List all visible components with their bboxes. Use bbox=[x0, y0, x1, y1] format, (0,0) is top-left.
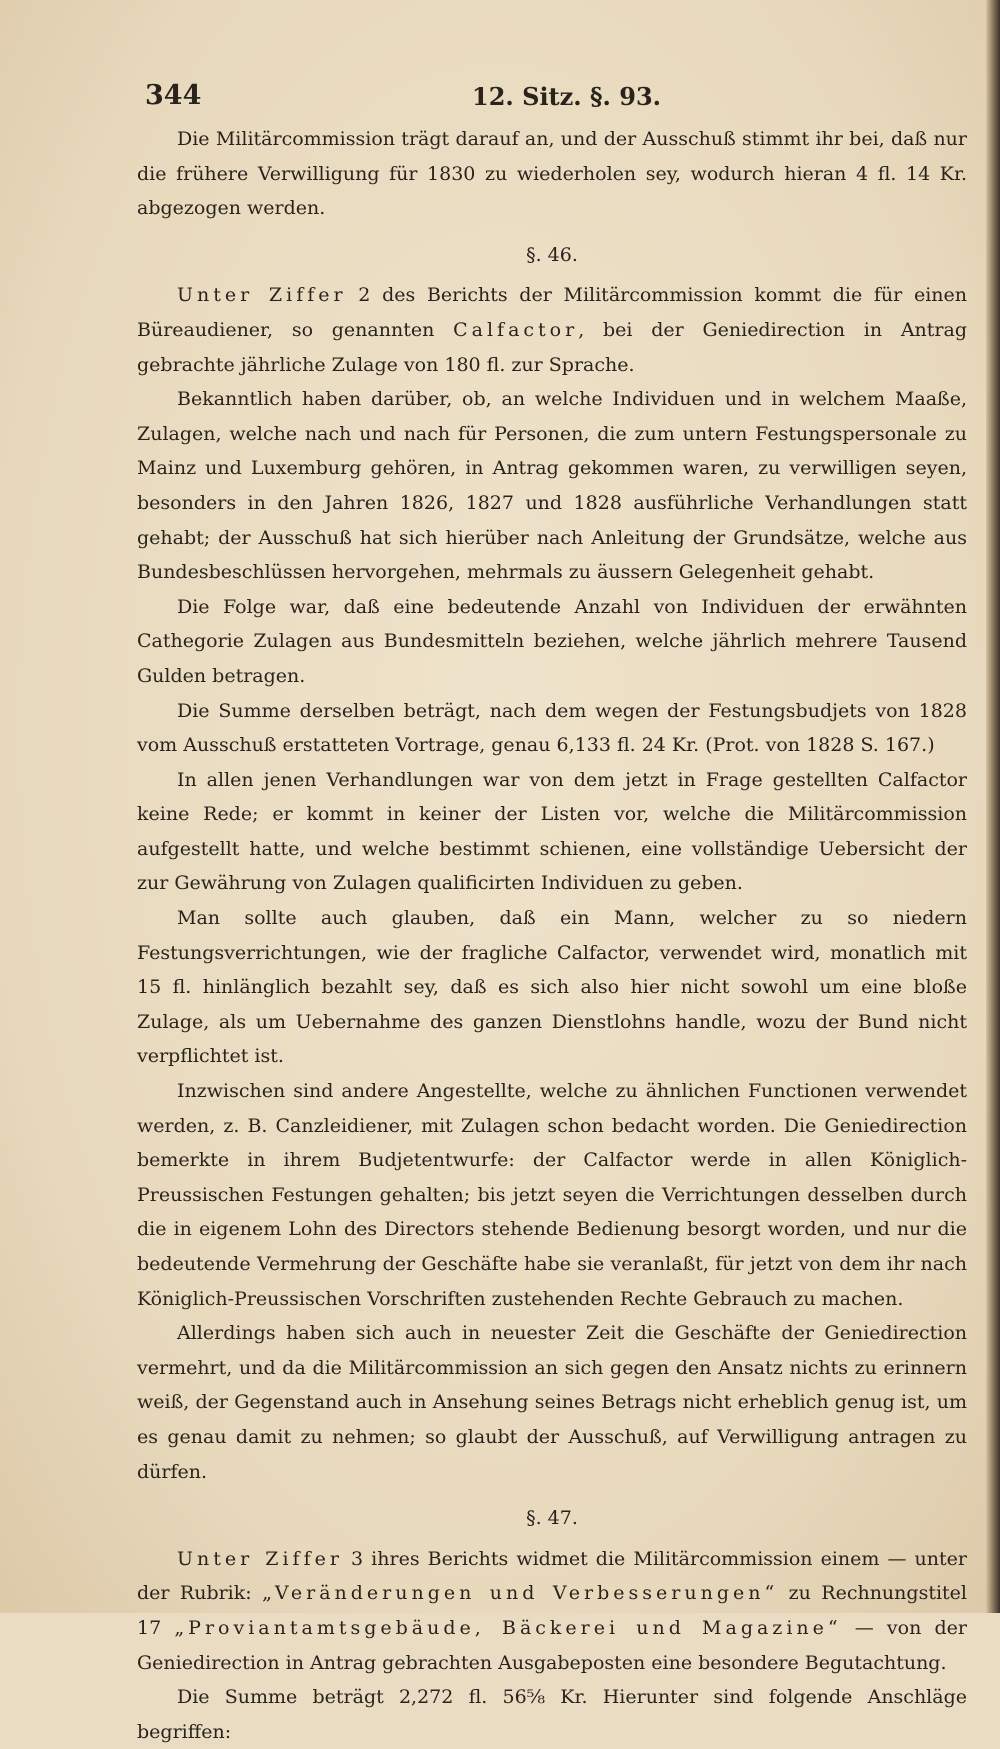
paragraph: Die Folge war, daß eine bedeutende Anzahl von Individuen der erwähnten Cathegorie Zulagen aus Bundesmitteln beziehen, welche jährlich mehrere Tausend Gulden betragen. bbox=[137, 595, 967, 687]
paragraph: Allerdings haben sich auch in neuester Zeit die Geschäfte der Geniedirection vermehrt, und da die Militärcommission an sich gegen den Ansatz nichts zu erinnern weiß, der Gegenstand auch in Ansehung seines Betrags nicht erheblich genug ist, um es genau damit zu nehmen; so glaubt der Ausschuß, auf Verwilligung antragen zu dürfen. bbox=[137, 1322, 967, 1483]
text-run: 2 des Berichts der Militärcommission kommt die für einen Büreaudiener, so genannten bbox=[137, 284, 968, 341]
paragraph bbox=[137, 278, 967, 382]
paragraph: Die Summe derselben beträgt, nach dem wegen der Festungsbudjets von 1828 vom Ausschuß erstatteten Vortrage, genau 6,133 fl. 24 Kr. (Prot. von 1828 S. 167.) bbox=[137, 699, 967, 757]
paragraph bbox=[137, 1542, 967, 1680]
page-header bbox=[0, 80, 1000, 120]
spaced-term: „Proviantamtsgebäude, Bäckerei und Magazine“ bbox=[174, 1616, 842, 1639]
paragraph: Man sollte auch glauben, daß ein Mann, welcher zu so niedern Festungsverrichtungen, wie der fragliche Calfactor, verwendet wird, monatlich mit 15 fl. hinlänglich bezahlt sey, daß es sich also hier nicht sowohl um eine bloße Zulage, als um Uebernahme des ganzen Dienstlohns handle, wozu der Bund nicht verpflichtet ist. bbox=[137, 907, 967, 1068]
section-heading: §. 46. bbox=[526, 243, 578, 266]
text-run: zu Rechnungstitel 17 bbox=[137, 1582, 967, 1639]
paragraph: Die Summe beträgt 2,272 fl. 56⅝ Kr. Hierunter sind folgende Anschläge begriffen: bbox=[137, 1686, 967, 1743]
page-number: 344 bbox=[145, 80, 202, 111]
spaced-lead: Unter Ziffer bbox=[177, 1547, 343, 1570]
text-run: — von der Geniedirection in Antrag gebrachten Ausgabeposten eine besondere Begutachtung. bbox=[137, 1616, 967, 1674]
paragraph: In allen jenen Verhandlungen war von dem jetzt in Frage gestellten Calfactor keine Rede; er kommt in keiner der Listen vor, welche die Militärcommission aufgestellt hatte, und welche bestimmt schienen, eine vollständige Uebersicht der zur Gewährung von Zulagen qualificirten Individuen zu geben. bbox=[137, 768, 967, 895]
spaced-term: Calfactor bbox=[453, 318, 579, 341]
running-title: 12. Sitz. §. 93. bbox=[472, 82, 661, 111]
spaced-lead: Unter Ziffer bbox=[177, 284, 347, 307]
text-run: 3 ihres Berichts widmet die Militärcommission einem — unter der Rubrik: bbox=[137, 1547, 967, 1605]
spaced-term: „Veränderungen und Verbesserungen“ bbox=[262, 1582, 779, 1605]
section-heading: §. 47. bbox=[526, 1507, 578, 1530]
paragraph: Die Militärcommission trägt darauf an, und der Ausschuß stimmt ihr bei, daß nur die frühere Verwilligung für 1830 zu wiederholen sey, wodurch hieran 4 fl. 14 Kr. abgezogen werden. bbox=[137, 128, 967, 220]
text-run: , bei der Geniedirection in Antrag gebrachte jährliche Zulage von 180 fl. zur Sprache. bbox=[137, 318, 968, 376]
paragraph: Bekanntlich haben darüber, ob, an welche Individuen und in welchem Maaße, Zulagen, welche nach und nach für Personen, die zum untern Festungspersonale zu Mainz und Luxemburg gehören, in Antrag gekommen waren, zu verwilligen seyen, besonders in den Jahren 1826, 1827 und 1828 ausführliche Verhandlungen statt gehabt; der Ausschuß hat sich hierüber nach Anleitung der Grundsätze, welche aus Bundesbeschlüssen hervorgehen, mehrmals zu äussern Gelegenheit gehabt. bbox=[137, 388, 967, 584]
page-body bbox=[137, 122, 967, 1749]
page-edge bbox=[986, 0, 1000, 1613]
paragraph: Inzwischen sind andere Angestellte, welche zu ähnlichen Functionen verwendet werden, z. B. Canzleidiener, mit Zulagen schon bedacht worden. Die Geniedirection bemerkte in ihrem Budjetentwurfe: der Calfactor werde in allen Königlich-Preussischen Festungen gehalten; bis jetzt seyen die Verrichtungen desselben durch die in eigenem Lohn des Directors stehende Bedienung besorgt worden, und nur die bedeutende Vermehrung der Geschäfte habe sie veranlaßt, für jetzt von dem ihr nach Königlich-Preussischen Vorschriften zustehenden Rechte Gebrauch zu machen. bbox=[137, 1080, 967, 1310]
